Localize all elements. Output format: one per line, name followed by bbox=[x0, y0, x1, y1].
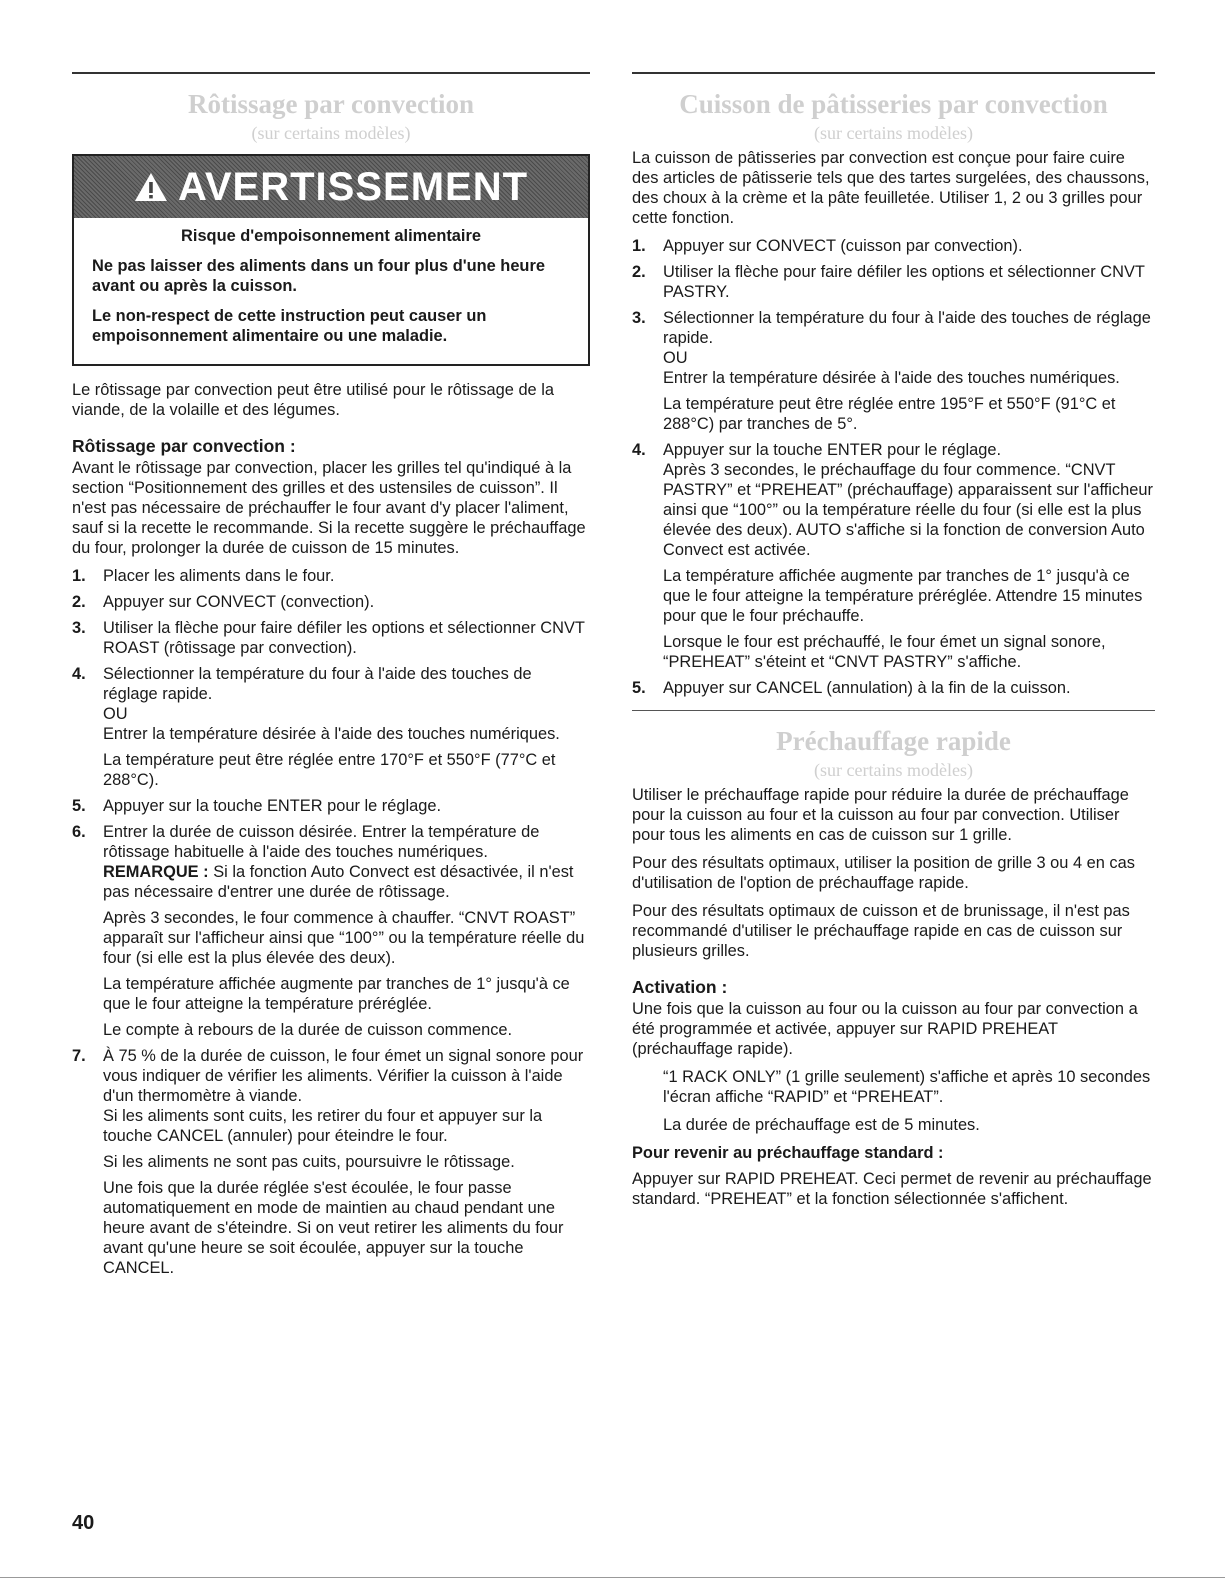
warning-heading: AVERTISSEMENT bbox=[177, 165, 529, 209]
section-subtitle: (sur certains modèles) bbox=[814, 123, 973, 143]
bottom-edge-rule bbox=[0, 1577, 1225, 1578]
return-heading: Pour revenir au préchauffage standard : bbox=[632, 1144, 944, 1162]
list-item: 4. Appuyer sur la touche ENTER pour le réglage. Après 3 secondes, le préchauffage du four commence. “CNVT PASTRY” et “PREHEAT” (préchauffage) apparaissent sur l'afficheur ainsi que “100°” ou la température réelle du four (si elle est la plus élevée des deux). AUTO s'affiche si la fonction de conversion Auto Convect est activée. La température affichée augmente par tranches de 1° jusqu'à ce que le four atteigne la température préréglée. Attendre 15 minutes pour que le four préchauffe. Lorsque le four est préchauffé, le four émet un signal sonore, “PREHEAT” s'éteint et “CNVT PASTRY” s'affiche. bbox=[632, 440, 1155, 672]
section-subtitle: (sur certains modèles) bbox=[814, 760, 973, 780]
list-item: 3. Utiliser la flèche pour faire défiler les options et sélectionner CNVT ROAST (rôtissage par convection). bbox=[72, 619, 585, 657]
step4-paragraph-3: Lorsque le four est préchauffé, le four émet un signal sonore, “PREHEAT” s'éteint et “CNVT PASTRY” s'affiche. bbox=[663, 633, 1106, 671]
activation-paragraph: Une fois que la cuisson au four ou la cuisson au four par convection a été programmée et activée, appuyer sur RAPID PREHEAT (préchauffage rapide). bbox=[632, 1000, 1138, 1058]
range-text: La température peut être réglée entre 170°F et 550°F (77°C et 288°C). bbox=[103, 751, 556, 789]
step4-paragraph-1: Après 3 secondes, le préchauffage du four commence. “CNVT PASTRY” et “PREHEAT” (préchauffage) apparaissent sur l'afficheur ainsi que “100°” ou la température réelle du four (si elle est la plus élevée des deux). AUTO s'affiche si la fonction de conversion Auto Convect est activée. bbox=[663, 461, 1153, 559]
subsection-heading: Rôtissage par convection : bbox=[72, 436, 296, 456]
warning-triangle-icon bbox=[134, 172, 168, 202]
section-title: Préchauffage rapide bbox=[776, 726, 1011, 756]
body-paragraph: Avant le rôtissage par convection, placer les grilles tel qu'indiqué à la section “Positionnement des grilles et des ustensiles de cuisson”. Il n'est pas nécessaire de préchauffer le four avant d'y placer l'aliment, sauf si la recette le recommande. Si la recette suggère le préchauffage du four, prolonger la durée de cuisson de 15 minutes. bbox=[72, 459, 586, 557]
alt-text: Entrer la température désirée à l'aide des touches numériques. bbox=[663, 369, 1120, 387]
note-label: REMARQUE : bbox=[103, 863, 209, 881]
warning-line-1: Ne pas laisser des aliments dans un four plus d'une heure avant ou après la cuisson. bbox=[92, 257, 545, 295]
step6-paragraph-3: Le compte à rebours de la durée de cuisson commence. bbox=[103, 1021, 513, 1039]
warning-header bbox=[74, 156, 588, 218]
top-rule bbox=[72, 72, 590, 74]
activation-indented-1: “1 RACK ONLY” (1 grille seulement) s'affiche et après 10 secondes l'écran affiche “RAPID” et “PREHEAT”. bbox=[663, 1068, 1151, 1106]
top-rule bbox=[632, 72, 1155, 74]
or-label: OU bbox=[663, 349, 688, 367]
left-column bbox=[72, 72, 590, 1284]
step7-paragraph-1: Si les aliments sont cuits, les retirer du four et appuyer sur la touche CANCEL (annuler) pour éteindre le four. bbox=[103, 1107, 543, 1145]
alt-text: Entrer la température désirée à l'aide des touches numériques. bbox=[103, 725, 560, 743]
list-item: 1. Placer les aliments dans le four. bbox=[72, 567, 335, 585]
list-item: 3. Sélectionner la température du four à l'aide des touches de réglage rapide. OU Entrer la température désirée à l'aide des touches numériques. La température peut être réglée entre 195°F et 550°F (91°C et 288°C) par tranches de 5°. bbox=[632, 308, 1155, 434]
return-paragraph: Appuyer sur RAPID PREHEAT. Ceci permet de revenir au préchauffage standard. “PREHEAT” et la fonction sélectionnée s'affichent. bbox=[632, 1170, 1152, 1208]
list-item: 6. Entrer la durée de cuisson désirée. Entrer la température de rôtissage habituelle à l'aide des touches numériques. REMARQUE : Si la fonction Auto Convect est désactivée, il n'est pas nécessaire d'entrer une durée de rôtissage. Après 3 secondes, le four commence à chauffer. “CNVT ROAST” apparaît sur l'afficheur ainsi que “100°” ou la température réelle du four (si elle est la plus élevée des deux). La température affichée augmente par tranches de 1° jusqu'à ce que le four atteigne la température préréglée. Le compte à rebours de la durée de cuisson commence. bbox=[72, 822, 590, 1040]
list-item: 2. Utiliser la flèche pour faire défiler les options et sélectionner CNVT PASTRY. bbox=[632, 263, 1145, 301]
list-item: 5. Appuyer sur la touche ENTER pour le réglage. bbox=[72, 797, 442, 815]
range-text: La température peut être réglée entre 195°F et 550°F (91°C et 288°C) par tranches de 5°. bbox=[663, 395, 1116, 433]
rapid-paragraph-3: Pour des résultats optimaux de cuisson et de brunissage, il n'est pas recommandé d'utiliser le préchauffage rapide en cas de cuisson sur plusieurs grilles. bbox=[632, 902, 1130, 960]
step6-paragraph-2: La température affichée augmente par tranches de 1° jusqu'à ce que le four atteigne la température préréglée. bbox=[103, 975, 570, 1013]
warning-risk: Risque d'empoisonnement alimentaire bbox=[181, 227, 481, 245]
list-item: 4. Sélectionner la température du four à l'aide des touches de réglage rapide. OU Entrer la température désirée à l'aide des touches numériques. La température peut être réglée entre 170°F et 550°F (77°C et 288°C). bbox=[72, 664, 590, 790]
list-item: 5. Appuyer sur CANCEL (annulation) à la fin de la cuisson. bbox=[632, 679, 1071, 697]
note-paragraph: REMARQUE : Si la fonction Auto Convect est désactivée, il n'est pas nécessaire d'entrer une durée de rôtissage. bbox=[103, 863, 574, 901]
or-label: OU bbox=[103, 705, 128, 723]
step4-paragraph-2: La température affichée augmente par tranches de 1° jusqu'à ce que le four atteigne la température préréglée. Attendre 15 minutes pour que le four préchauffe. bbox=[663, 567, 1143, 625]
list-item: 1. Appuyer sur CONVECT (cuisson par convection). bbox=[632, 237, 1023, 255]
list-item: 2. Appuyer sur CONVECT (convection). bbox=[72, 593, 375, 611]
rapid-paragraph-1: Utiliser le préchauffage rapide pour réduire la durée de préchauffage pour la cuisson au four et la cuisson au four par convection. Utiliser pour tous les aliments en cas de cuisson sur 1 grille. bbox=[632, 786, 1129, 844]
warning-line-2: Le non-respect de cette instruction peut causer un empoisonnement alimentaire ou une maladie. bbox=[92, 307, 487, 345]
page-number: 40 bbox=[72, 1512, 95, 1534]
section-divider bbox=[632, 710, 1155, 711]
step7-paragraph-2: Si les aliments ne sont pas cuits, poursuivre le rôtissage. bbox=[103, 1153, 515, 1171]
rapid-paragraph-2: Pour des résultats optimaux, utiliser la position de grille 3 ou 4 en cas d'utilisation de l'option de préchauffage rapide. bbox=[632, 854, 1135, 892]
list-item: 7. À 75 % de la durée de cuisson, le four émet un signal sonore pour vous indiquer de vérifier les aliments. Vérifier la cuisson à l'aide d'un thermomètre à viande. Si les aliments sont cuits, les retirer du four et appuyer sur la touche CANCEL (annuler) pour éteindre le four. Si les aliments ne sont pas cuits, poursuivre le rôtissage. Une fois que la durée réglée s'est écoulée, le four passe automatiquement en mode de maintien au chaud pendant une heure avant de s'éteindre. Si on veut retirer les aliments du four avant qu'une heure se soit écoulée, appuyer sur la touche CANCEL. bbox=[72, 1046, 590, 1278]
section-title: Rôtissage par convection bbox=[188, 89, 474, 119]
section-subtitle: (sur certains modèles) bbox=[251, 123, 411, 143]
intro-paragraph: Le rôtissage par convection peut être utilisé pour le rôtissage de la viande, de la volaille et des légumes. bbox=[72, 381, 554, 419]
steps-list bbox=[72, 566, 590, 1278]
step6-paragraph-1: Après 3 secondes, le four commence à chauffer. “CNVT ROAST” apparaît sur l'afficheur ainsi que “100°” ou la température réelle du four (si elle est la plus élevée des deux). bbox=[103, 909, 585, 967]
intro-paragraph: La cuisson de pâtisseries par convection est conçue pour faire cuire des articles de pâtisserie tels que des tartes surgelées, des chaussons, des choux à la crème et la pâte feuilletée. Utiliser 1, 2 ou 3 grilles pour cette fonction. bbox=[632, 149, 1150, 227]
warning-box bbox=[72, 154, 590, 366]
steps-list bbox=[632, 236, 1155, 698]
section-title: Cuisson de pâtisseries par convection bbox=[679, 89, 1108, 119]
activation-indented-2: La durée de préchauffage est de 5 minutes. bbox=[663, 1116, 980, 1134]
right-column bbox=[632, 72, 1155, 1217]
activation-heading: Activation : bbox=[632, 977, 728, 997]
step7-paragraph-3: Une fois que la durée réglée s'est écoulée, le four passe automatiquement en mode de maintien au chaud pendant une heure avant de s'éteindre. Si on veut retirer les aliments du four avant qu'une heure se soit écoulée, appuyer sur la touche CANCEL. bbox=[103, 1179, 564, 1277]
